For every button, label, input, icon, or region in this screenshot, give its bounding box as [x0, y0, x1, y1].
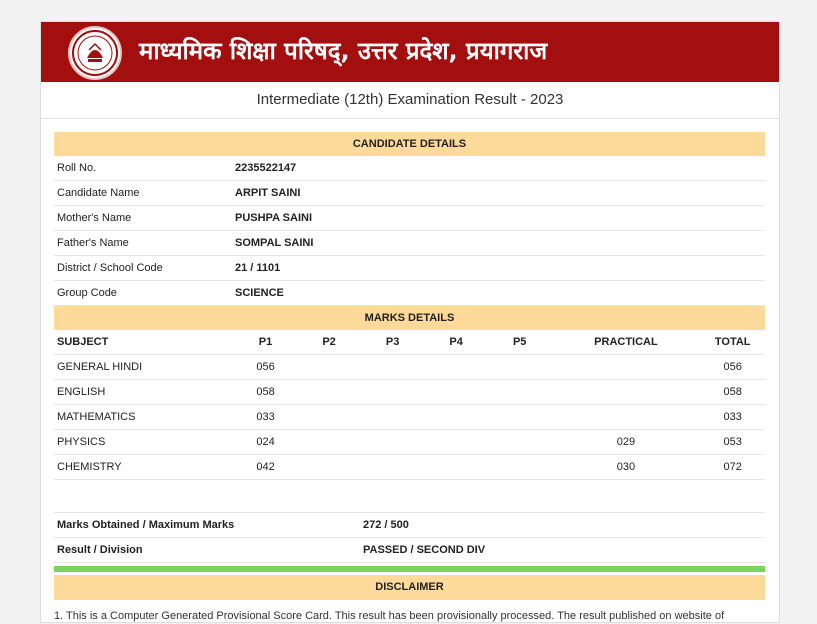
- marks-cell-p1: 056: [256, 361, 275, 373]
- col-header-p5: P5: [512, 336, 527, 348]
- col-header-p3: P3: [385, 336, 400, 348]
- candidate-detail-value: 2235522147: [235, 162, 297, 174]
- page-title: Intermediate (12th) Examination Result - 2023: [41, 82, 779, 119]
- candidate-details-heading: CANDIDATE DETAILS: [54, 132, 765, 156]
- candidate-detail-label: Father's Name: [57, 237, 129, 249]
- candidate-detail-row: [54, 181, 765, 206]
- result-card: [40, 21, 780, 623]
- board-title: माध्यमिक शिक्षा परिषद्, उत्तर प्रदेश, प्रयागराज: [139, 37, 548, 65]
- result-content: [54, 132, 765, 624]
- candidate-detail-label: District / School Code: [57, 262, 163, 274]
- col-header-subject: SUBJECT: [57, 336, 109, 348]
- col-header-p2: P2: [322, 336, 336, 348]
- marks-summary-row: [54, 513, 765, 538]
- marks-row: [54, 405, 765, 430]
- marks-cell-subject: ENGLISH: [57, 386, 106, 398]
- disclaimer-heading: DISCLAIMER: [54, 575, 765, 600]
- marks-cell-practical: 029: [616, 436, 636, 448]
- candidate-detail-value: 21 / 1101: [235, 262, 281, 274]
- candidate-detail-value: SOMPAL SAINI: [235, 237, 314, 249]
- candidate-detail-label: Group Code: [57, 287, 117, 299]
- marks-row: [54, 455, 765, 480]
- marks-cell-practical: 030: [616, 461, 636, 473]
- marks-cell-p1: 042: [256, 461, 275, 473]
- candidate-detail-row: [54, 156, 765, 181]
- marks-details-heading: MARKS DETAILS: [54, 306, 765, 330]
- result-status-bar: [54, 566, 765, 572]
- result-summary-value: PASSED / SECOND DIV: [363, 544, 486, 556]
- result-summary-row: [54, 538, 765, 563]
- marks-cell-total: 072: [723, 461, 742, 473]
- disclaimer-text: 1. This is a Computer Generated Provisional Score Card. This result has been provisionally processed. The result published on website of: [54, 610, 725, 622]
- candidate-detail-row: [54, 206, 765, 231]
- marks-summary-label: Marks Obtained / Maximum Marks: [57, 519, 235, 531]
- result-summary-label: Result / Division: [57, 544, 143, 556]
- up-board-emblem-icon: [68, 26, 122, 80]
- col-header-total: TOTAL: [714, 336, 751, 348]
- candidate-detail-row: [54, 256, 765, 281]
- candidate-detail-row: [54, 231, 765, 256]
- marks-cell-p1: 024: [256, 436, 275, 448]
- candidate-detail-label: Roll No.: [57, 162, 97, 174]
- col-header-practical: PRACTICAL: [594, 336, 658, 348]
- marks-cell-total: 056: [723, 361, 742, 373]
- candidate-detail-value: SCIENCE: [235, 287, 284, 299]
- marks-cell-p1: 033: [256, 411, 275, 423]
- candidate-detail-label: Mother's Name: [57, 212, 132, 224]
- candidate-detail-row: [54, 281, 765, 306]
- col-header-p4: P4: [449, 336, 463, 348]
- marks-cell-subject: CHEMISTRY: [57, 461, 122, 473]
- marks-cell-subject: GENERAL HINDI: [57, 361, 143, 373]
- marks-cell-total: 033: [723, 411, 742, 423]
- candidate-detail-value: PUSHPA SAINI: [235, 212, 313, 224]
- marks-cell-subject: MATHEMATICS: [57, 411, 136, 423]
- marks-row: [54, 430, 765, 455]
- candidate-detail-value: ARPIT SAINI: [235, 187, 301, 199]
- marks-row: [54, 380, 765, 405]
- board-header: [41, 22, 779, 82]
- marks-cell-p1: 058: [256, 386, 275, 398]
- candidate-detail-label: Candidate Name: [57, 187, 140, 199]
- marks-row: [54, 355, 765, 380]
- marks-table-body: [54, 355, 765, 480]
- table-spacer: [54, 480, 765, 513]
- marks-summary-value: 272 / 500: [363, 519, 409, 531]
- marks-cell-subject: PHYSICS: [57, 436, 106, 448]
- candidate-details-table: [54, 156, 765, 306]
- marks-cell-total: 058: [723, 386, 742, 398]
- marks-cell-total: 053: [723, 436, 742, 448]
- col-header-p1: P1: [258, 336, 273, 348]
- marks-header-row: [54, 330, 765, 355]
